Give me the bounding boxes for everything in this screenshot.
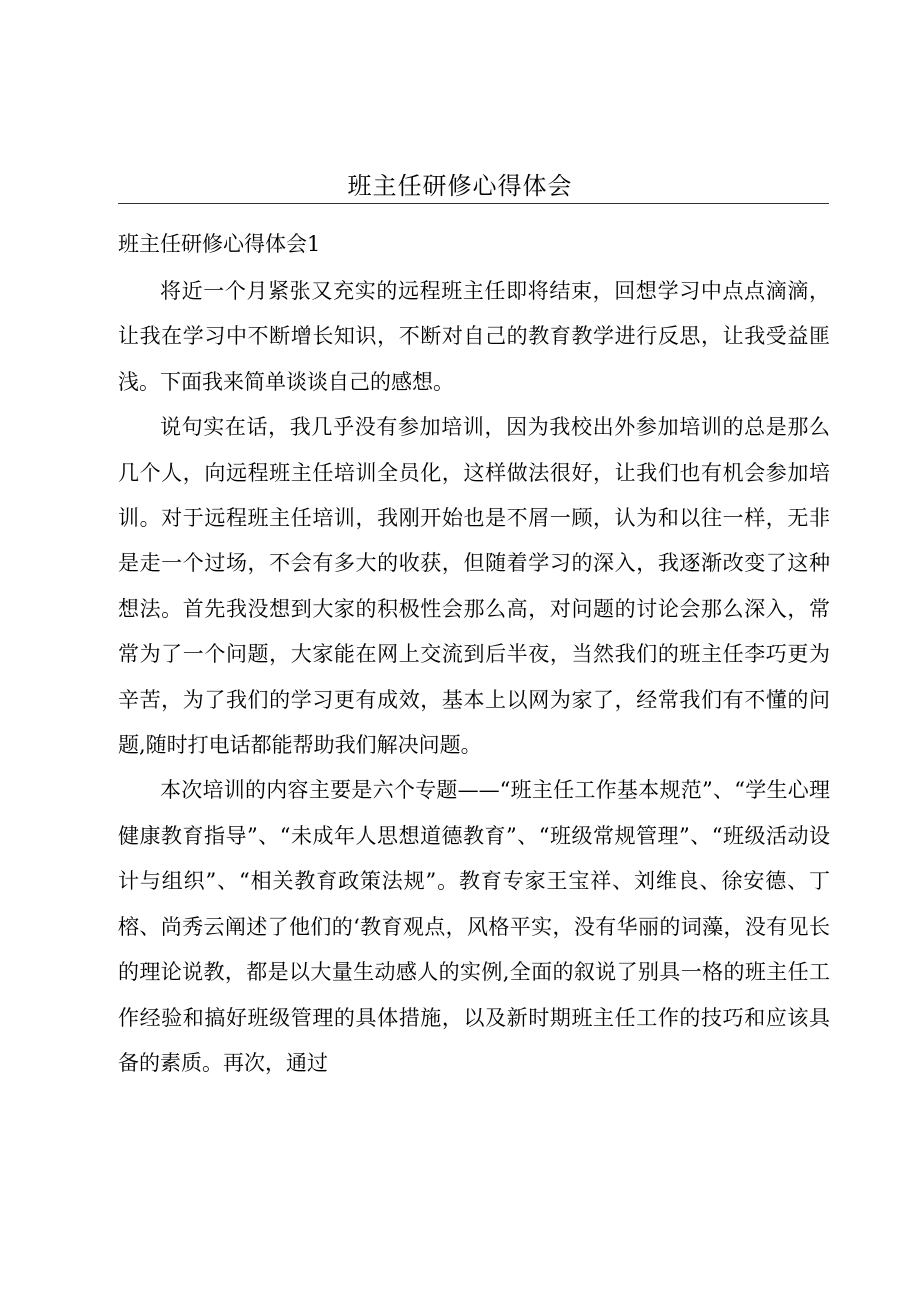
paragraph: 说句实在话，我几乎没有参加培训，因为我校出外参加培训的总是那么几个人，向远程班主任培训全员化，这样做法很好，让我们也有机会参加培训。对于远程班主任培训，我刚开始也是不屑一顾，认为和以往一样，无非是走一个过场，不会有多大的收获，但随着学习的深入，我逐渐改变了这种想法。首先我没想到大家的积极性会那么高，对问题的讨论会那么深入，常常为了一个问题，大家能在网上交流到后半夜，当然我们的班主任李巧更为辛苦，为了我们的学习更有成效，基本上以网为家了，经常我们有不懂的问题,随时打电话都能帮助我们解决问题。 xyxy=(118,415,830,758)
paragraph: 将近一个月紧张又充实的远程班主任即将结束，回想学习中点点滴滴，让我在学习中不断增长知识，不断对自己的教育教学进行反思，让我受益匪浅。下面我来简单谈谈自己的感想。 xyxy=(118,279,830,394)
paragraph: 本次培训的内容主要是六个专题——“班主任工作基本规范”、“学生心理健康教育指导”、“未成年人思想道德教育”、“班级常规管理”、“班级活动设计与组织”、“相关教育政策法规”。教育专家王宝祥、刘维良、徐安德、丁榕、尚秀云阐述了他们的‘教育观点，风格平实，没有华丽的词藻，没有见长的理论说教，都是以大量生动感人的实例,全面的叙说了别具一格的班主任工作经验和搞好班级管理的具体措施，以及新时期班主任工作的技巧和应该具备的素质。再次，通过 xyxy=(118,778,830,1075)
document-body xyxy=(118,269,830,1086)
section-heading: 班主任研修心得体会1 xyxy=(118,232,321,256)
title-divider xyxy=(118,203,829,204)
document-title: 班主任研修心得体会 xyxy=(347,172,573,200)
